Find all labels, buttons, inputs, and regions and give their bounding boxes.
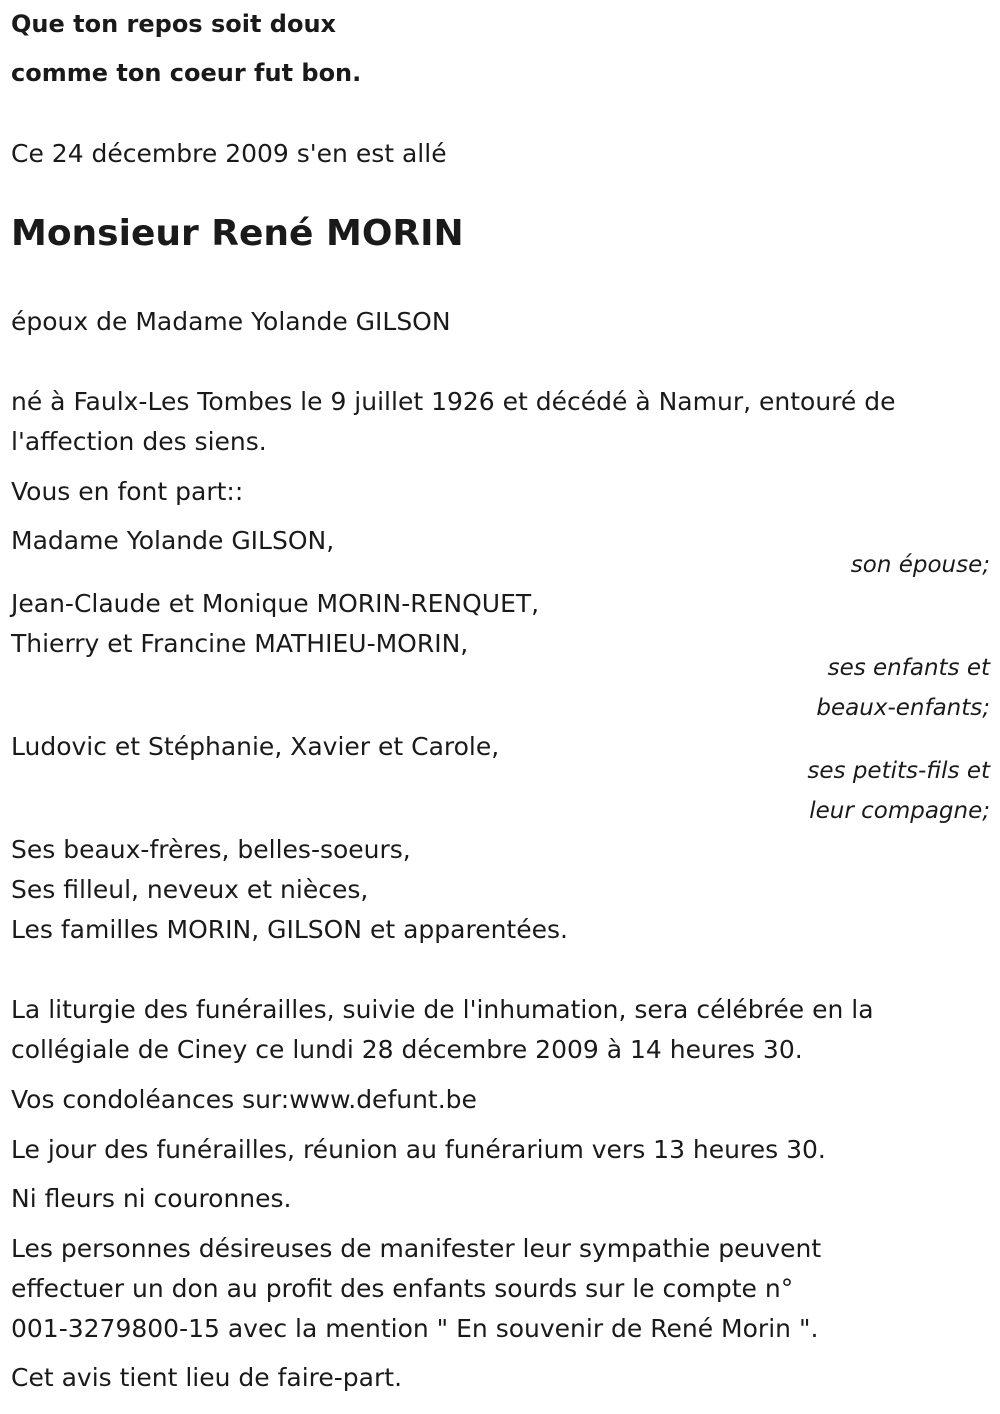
birth-death-line-1: né à Faulx-Les Tombes le 9 juillet 1926 et décédé à Namur, entouré de [11,387,896,416]
closing-text: Cet avis tient lieu de faire-part. [11,1363,403,1392]
relation-grandchildren [807,751,990,831]
announce-text: Vous en font part:: [11,477,244,506]
relation-line: ses enfants et [827,655,990,681]
condolences-text: Vos condoléances sur:www.defunt.be [11,1085,477,1114]
donation-line: Les personnes désireuses de manifester leur sympathie peuvent [11,1234,822,1263]
family-name-line: Thierry et Francine MATHIEU-MORIN, [11,629,469,658]
liturgy-line: La liturgie des funérailles, suivie de l'inhumation, sera célébrée en la [11,995,874,1024]
relation-spouse [851,545,990,585]
intro-text: Ce 24 décembre 2009 s'en est allé [11,139,447,168]
extended-family-line: Ses filleul, neveux et nièces, [11,875,369,904]
donation-line: 001-3279800-15 avec la mention " En souvenir de René Morin ". [11,1314,819,1343]
liturgy-paragraph [11,990,874,1070]
donation-line: effectuer un don au profit des enfants sourds sur le compte n° [11,1274,794,1303]
liturgy-line: collégiale de Ciney ce lundi 28 décembre 2009 à 14 heures 30. [11,1035,803,1064]
epigraph-line-2: comme ton coeur fut bon. [11,59,362,87]
no-flowers-text: Ni fleurs ni couronnes. [11,1184,292,1213]
relation-children [816,648,990,728]
extended-family-line: Ses beaux-frères, belles-soeurs, [11,835,411,864]
birth-death-paragraph [11,382,895,462]
relation-line: beaux-enfants; [816,695,990,721]
family-names-children [11,584,539,664]
extended-family-line: Les familles MORIN, GILSON et apparentées. [11,915,568,944]
relation-line: ses petits-fils et [807,758,990,784]
donation-paragraph [11,1229,821,1349]
relation-line: son épouse; [850,552,990,578]
relation-line: leur compagne; [809,798,990,824]
spouse-line: époux de Madame Yolande GILSON [11,307,451,336]
family-names-grandchildren: Ludovic et Stéphanie, Xavier et Carole, [11,732,500,761]
family-names-spouse: Madame Yolande GILSON, [11,526,335,555]
epigraph-line-1: Que ton repos soit doux [11,10,337,38]
birth-death-line-2: l'affection des siens. [11,427,267,456]
family-name-line: Jean-Claude et Monique MORIN-RENQUET, [11,589,540,618]
funerarium-text: Le jour des funérailles, réunion au funérarium vers 13 heures 30. [11,1135,826,1164]
deceased-name: Monsieur René MORIN [11,213,464,254]
extended-family [11,830,568,950]
